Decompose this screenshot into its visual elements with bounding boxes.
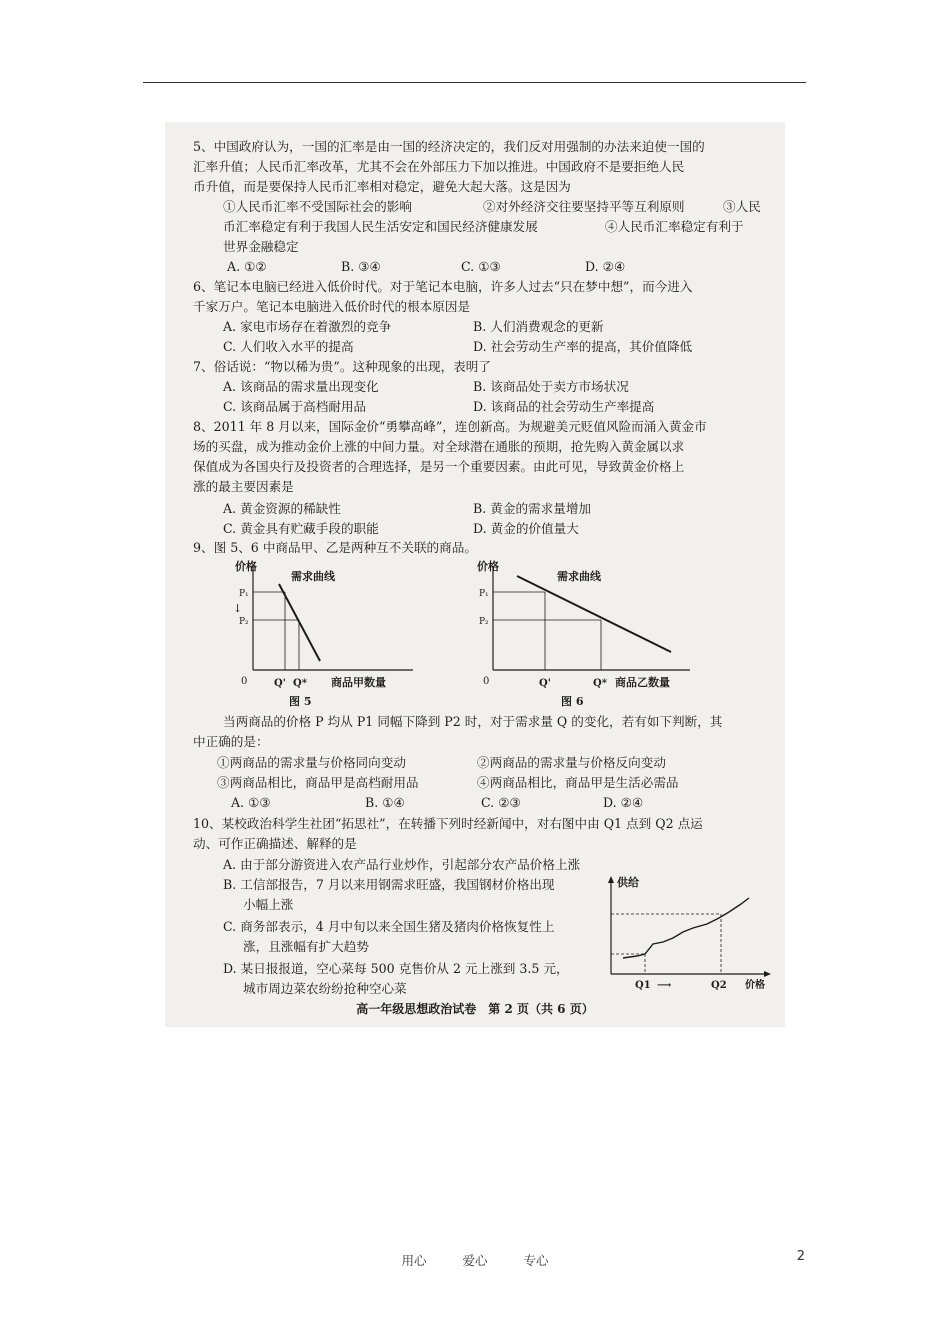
q10-option-b-1: B. 工信部报告，7 月以来用钢需求旺盛，我国钢材价格出现 — [223, 877, 555, 892]
fig5-q-prime: Q' — [274, 678, 286, 689]
q7-stem: 7、俗话说：“物以稀为贵”。这种现象的出现，表明了 — [193, 359, 491, 374]
q9-option-b: B. ①④ — [365, 795, 405, 810]
q10-chart-x-label: 价格 — [745, 980, 765, 991]
q9-statement-4: ④两商品相比，商品甲是生活必需品 — [477, 775, 679, 790]
q9-statement-1: ①两商品的需求量与价格同向变动 — [217, 755, 406, 770]
q5-statement-2: ②对外经济交往要坚持平等互利原则 — [483, 199, 685, 214]
q10-option-d-2: 城市周边菜农纷纷抢种空心菜 — [243, 981, 407, 996]
footer-word-3: 专心 — [523, 1253, 549, 1268]
figure-5-demand-curve — [213, 558, 433, 712]
q10-option-b-2: 小幅上涨 — [243, 897, 294, 912]
fig6-q-prime: Q' — [539, 678, 551, 689]
fig5-origin: 0 — [241, 676, 248, 687]
page-footer — [0, 1251, 950, 1269]
fig6-p2-label: P₂ — [479, 617, 489, 627]
q8-stem-1: 8、2011 年 8 月以来，国际金价“勇攀高峰”，连创新高。为规避美元贬值风险而涌入黄金市 — [193, 419, 707, 434]
fig6-y-label: 价格 — [477, 560, 499, 573]
q9-statement-2: ②两商品的需求量与价格反向变动 — [477, 755, 666, 770]
fig6-p1-label: P₁ — [479, 589, 489, 599]
fig6-origin: 0 — [483, 676, 490, 687]
q9-statement-3: ③两商品相比，商品甲是高档耐用品 — [217, 775, 419, 790]
fig5-x-label: 商品甲数量 — [331, 676, 386, 689]
q6-option-b: B. 人们消费观念的更新 — [473, 319, 604, 334]
q5-statement-3a: ③人民 — [723, 199, 761, 214]
q10-option-d-1: D. 某日报报道，空心菜每 500 克售价从 2 元上涨到 3.5 元， — [223, 961, 569, 976]
fig5-q-star: Q* — [293, 678, 307, 689]
q9-option-d: D. ②④ — [603, 795, 644, 810]
q8-option-c: C. 黄金具有贮藏手段的职能 — [223, 521, 379, 536]
footer-word-2: 爱心 — [462, 1253, 488, 1268]
q5-option-c: C. ①③ — [461, 259, 501, 274]
q9-after-2: 中正确的是： — [193, 734, 269, 749]
fig5-y-label: 价格 — [235, 560, 257, 573]
q5-option-d: D. ②④ — [585, 259, 626, 274]
q7-option-c: C. 该商品属于高档耐用品 — [223, 399, 367, 414]
q7-option-a: A. 该商品的需求量出现变化 — [223, 379, 379, 394]
fig6-x-label: 商品乙数量 — [615, 676, 670, 689]
q5-option-b: B. ③④ — [341, 259, 381, 274]
q9-option-c: C. ②③ — [481, 795, 521, 810]
fig6-q-star: Q* — [593, 678, 607, 689]
q10-stem-2: 动、可作正确描述、解释的是 — [193, 836, 357, 851]
q7-option-d: D. 该商品的社会劳动生产率提高 — [473, 399, 655, 414]
q10-option-c-1: C. 商务部表示，4 月中旬以来全国生猪及猪肉价格恢复性上 — [223, 919, 555, 934]
q9-stem: 9、图 5、6 中商品甲、乙是两种互不关联的商品。 — [193, 540, 477, 555]
q8-stem-2: 场的买盘，成为推动金价上涨的中间力量。对全球潜在通胀的预期，抢先购入黄金属以求 — [193, 439, 685, 454]
footer-word-1: 用心 — [401, 1253, 427, 1268]
scan-footer: 高一年级思想政治试卷 第 2 页（共 6 页） — [356, 1002, 594, 1016]
figure-6-demand-curve — [465, 558, 705, 712]
fig5-caption: 图 5 — [289, 695, 312, 708]
q10-option-c-2: 涨，且涨幅有扩大趋势 — [243, 939, 369, 954]
q8-stem-3: 保值成为各国央行及投资者的合理选择，是另一个重要因素。由此可见，导致黄金价格上 — [193, 459, 685, 474]
q7-option-b: B. 该商品处于卖方市场状况 — [473, 379, 629, 394]
q10-option-a: A. 由于部分游资进入农产品行业炒作，引起部分农产品价格上涨 — [223, 857, 581, 872]
q5-stem-3: 币升值，而是要保持人民币汇率相对稳定，避免大起大落。这是因为 — [193, 179, 571, 194]
q8-option-b: B. 黄金的需求量增加 — [473, 501, 592, 516]
q6-option-a: A. 家电市场存在着激烈的竞争 — [223, 319, 392, 334]
q9-after-1: 当两商品的价格 P 均从 P1 同幅下降到 P2 时，对于需求量 Q 的变化，若有如下判断，其 — [223, 714, 723, 729]
fig5-down-arrow: ↓ — [233, 602, 243, 615]
q5-statement-3b: 币汇率稳定有利于我国人民生活安定和国民经济健康发展 — [223, 219, 538, 234]
header-rule — [143, 82, 806, 83]
q8-option-a: A. 黄金资源的稀缺性 — [223, 501, 341, 516]
fig6-curve-label: 需求曲线 — [557, 570, 601, 583]
q10-chart-q1: Q1 — [635, 980, 651, 991]
q10-chart-y-label: 供给 — [617, 876, 639, 889]
q6-option-d: D. 社会劳动生产率的提高，其价值降低 — [473, 339, 693, 354]
q6-stem-2: 千家万户。笔记本电脑进入低价时代的根本原因是 — [193, 299, 471, 314]
page-number: 2 — [796, 1249, 805, 1264]
q5-option-a: A. ①② — [227, 259, 267, 274]
q10-stem-1: 10、某校政治科学生社团“拓思社”，在转播下列时经新闻中，对右图中由 Q1 点到 Q2 点运 — [193, 816, 703, 831]
q8-stem-4: 涨的最主要因素是 — [193, 479, 294, 494]
q5-stem-2: 汇率升值；人民币汇率改革，尤其不会在外部压力下加以推进。中国政府不是要拒绝人民 — [193, 159, 685, 174]
q8-option-d: D. 黄金的价值量大 — [473, 521, 579, 536]
fig5-p1-label: P₁ — [239, 589, 249, 599]
q5-statement-4b: 世界金融稳定 — [223, 239, 299, 254]
q10-supply-chart — [597, 874, 777, 998]
fig5-curve-label: 需求曲线 — [291, 570, 335, 583]
q6-option-c: C. 人们收入水平的提高 — [223, 339, 354, 354]
q10-chart-arrow-icon: ⟶ — [657, 980, 672, 991]
scanned-exam-page — [165, 122, 785, 1027]
q10-chart-q2: Q2 — [711, 980, 727, 991]
q5-statement-1: ①人民币汇率不受国际社会的影响 — [223, 199, 412, 214]
q5-stem-1: 5、中国政府认为，一国的汇率是由一国的经济决定的，我们反对用强制的办法来迫使一国的 — [193, 139, 705, 154]
fig5-p2-label: P₂ — [239, 617, 249, 627]
q6-stem-1: 6、笔记本电脑已经进入低价时代。对于笔记本电脑，许多人过去“只在梦中想”，而今进入 — [193, 279, 693, 294]
q5-statement-4a: ④人民币汇率稳定有利于 — [605, 219, 744, 234]
q9-option-a: A. ①③ — [231, 795, 271, 810]
fig6-caption: 图 6 — [561, 695, 584, 708]
